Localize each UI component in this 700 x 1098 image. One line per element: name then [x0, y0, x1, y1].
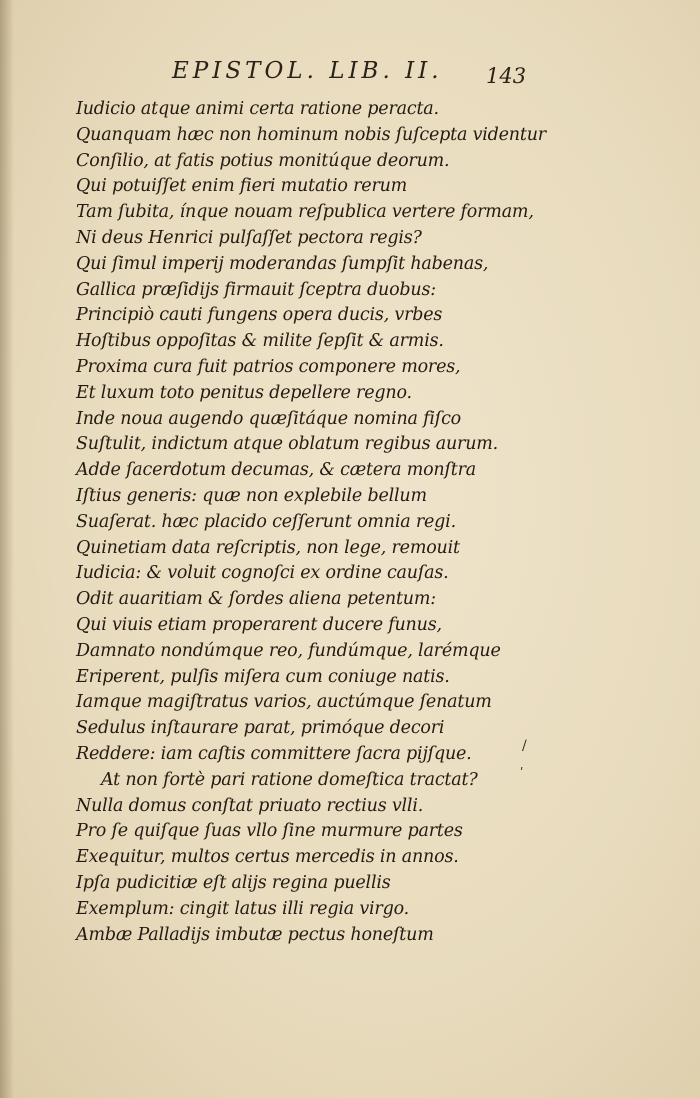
verse-line: Tam ſubita, ínque nouam reſpublica vertere formam,: [76, 202, 534, 223]
verse-line: Ni deus Henrici pulſaſſet pectora regis?: [76, 227, 422, 248]
verse-line: Suſtulit, indictum atque oblatum regibus aurum.: [76, 434, 499, 455]
verse-text: [76, 97, 546, 948]
gutter-shadow: [0, 0, 14, 1098]
verse-line: Qui potuiſſet enim fieri mutatio rerum: [76, 176, 408, 197]
verse-line: Inde noua augendo quæſitáque nomina fiſco: [76, 408, 462, 429]
verse-line: Iudicia: & voluit cognoſci ex ordine cauſas.: [76, 563, 449, 584]
verse-line: Iamque magiſtratus varios, auctúmque ſenatum: [76, 692, 492, 713]
running-head: EPISTOL. LIB. II.: [172, 58, 443, 84]
show-through-text: [532, 60, 692, 540]
verse-line: Qui ſimul imperij moderandas ſumpſit habenas,: [76, 253, 489, 274]
verse-line: Iudicio atque animi certa ratione peracta.: [76, 99, 439, 119]
verse-line: Conſilio, at fatis potius monitúque deorum.: [76, 150, 450, 171]
verse-line: Proxima cura fuit patrios componere mores,: [76, 356, 461, 377]
verse-line: Quanquam hæc non hominum nobis ſuſcepta videntur: [76, 124, 546, 145]
verse-line: Et luxum toto penitus depellere regno.: [76, 382, 412, 403]
verse-line: Eriperent, pulſis miſera cum coniuge natis.: [76, 666, 450, 687]
verse-line: Quinetiam data reſcriptis, non lege, remouit: [76, 537, 460, 558]
verse-line: Gallica præſidijs firmauit ſceptra duobus:: [76, 279, 436, 300]
verse-line: Pro ſe quiſque ſuas vllo ſine murmure partes: [76, 821, 463, 842]
verse-line: Damnato nondúmque reo, fundúmque, larémque: [76, 640, 501, 661]
verse-line: Iſtius generis: quæ non explebile bellum: [76, 485, 427, 506]
verse-line: Ambæ Palladijs imbutæ pectus honeſtum: [76, 924, 434, 945]
verse-line: Qui viuis etiam properarent ducere funus,: [76, 614, 442, 635]
verse-line: Hoſtibus oppoſitas & milite ſepſit & armis.: [76, 331, 444, 352]
verse-line: Reddere: iam caſtis committere ſacra pijſque.: [76, 743, 472, 764]
verse-line: Adde ſacerdotum decumas, & cætera monſtra: [76, 460, 477, 481]
verse-line: Principiò cauti fungens opera ducis, vrbes: [76, 305, 443, 326]
verse-line-indented: At non fortè pari ratione domeſtica tractat?: [101, 769, 478, 790]
page-number: 143: [486, 64, 527, 88]
verse-line: Odit auaritiam & ſordes aliena petentum:: [76, 589, 436, 610]
verse-line: Nulla domus conſtat priuato rectius vlli.: [76, 795, 424, 816]
verse-line: Suaſerat. hæc placido ceſſerunt omnia regi.: [76, 511, 456, 532]
verse-line: Exequitur, multos certus mercedis in annos.: [76, 847, 459, 868]
verse-line: Ipſa pudicitiæ eſt alijs regina puellis: [76, 872, 391, 893]
margin-mark: /: [522, 738, 527, 754]
verse-line: Exemplum: cingit latus illi regia virgo.: [76, 898, 409, 919]
verse-line: Sedulus inſtaurare parat, primóque decori: [76, 718, 445, 739]
margin-mark: ʹ: [520, 766, 524, 780]
